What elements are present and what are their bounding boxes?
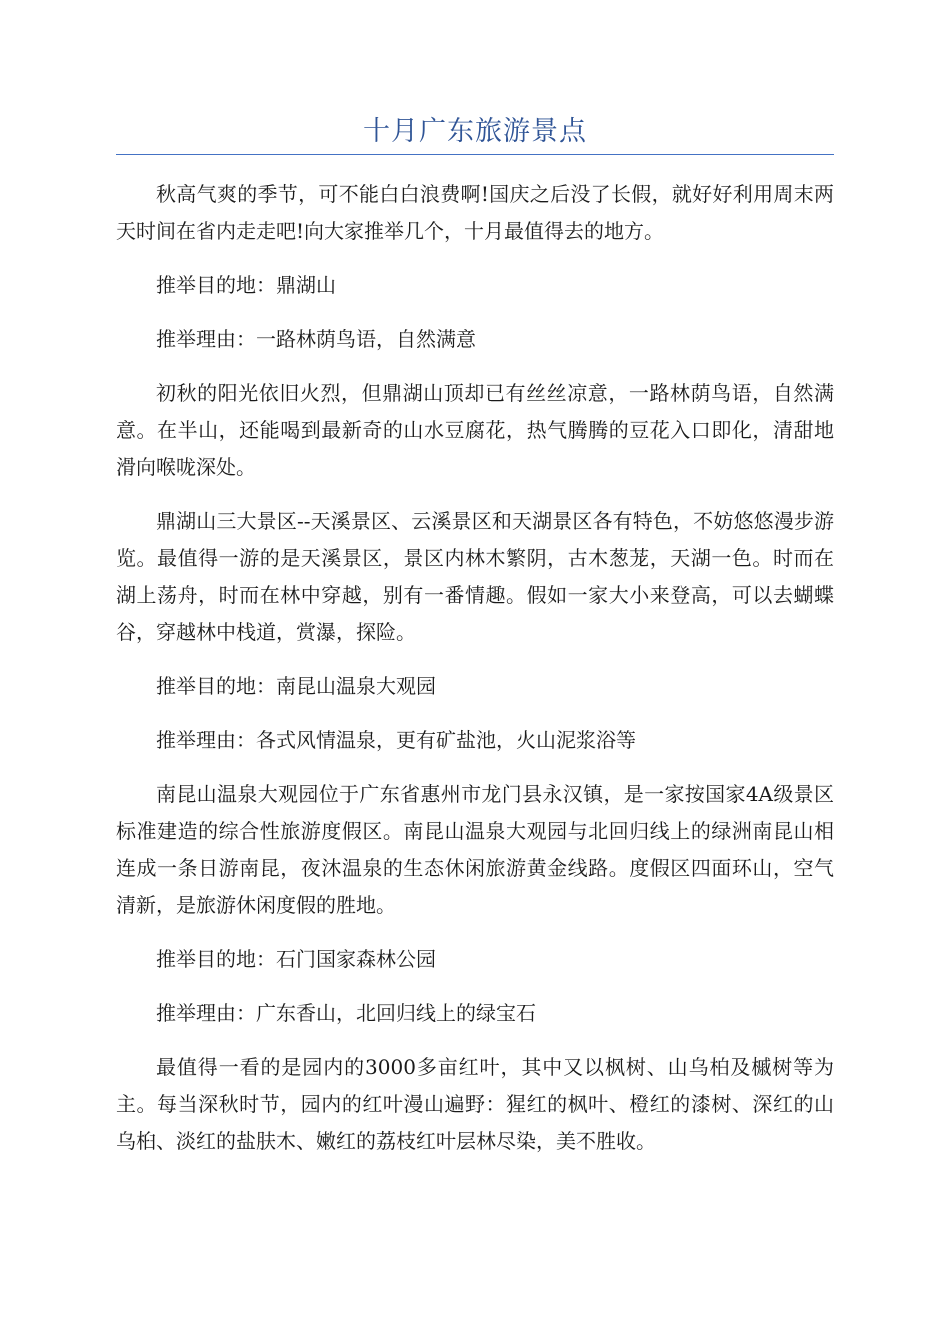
paragraph-reason-shimen: 推举理由：广东香山，北回归线上的绿宝石	[156, 1001, 536, 1025]
paragraph-dinghushan-autumn: 初秋的阳光依旧火烈，但鼎湖山顶却已有丝丝凉意，一路林荫鸟语，自然满意。在半山，还能喝到最新奇的山水豆腐花，热气腾腾的豆花入口即化，清甜地滑向喉咙深处。	[116, 381, 834, 479]
paragraph-shimen-red-leaves: 最值得一看的是园内的3000多亩红叶，其中又以枫树、山乌柏及槭树等为主。每当深秋时节，园内的红叶漫山遍野：猩红的枫叶、橙红的漆树、深红的山乌桕、淡红的盐肤木、嫩红的荔枝红叶层林尽染，美不胜收。	[116, 1055, 834, 1153]
title-underline	[116, 154, 834, 155]
paragraph-dinghushan-scenic-areas: 鼎湖山三大景区--天溪景区、云溪景区和天湖景区各有特色，不妨悠悠漫步游览。最值得一游的是天溪景区，景区内林木繁阴，古木葱茏，天湖一色。时而在湖上荡舟，时而在林中穿越，别有一番情趣。假如一家大小来登高，可以去蝴蝶谷，穿越林中栈道，赏瀑，探险。	[116, 509, 834, 644]
paragraph-reason-dinghushan: 推举理由：一路林荫鸟语，自然满意	[156, 327, 476, 351]
document-title: 十月广东旅游景点	[363, 116, 587, 147]
paragraph-destination-nankunshan: 推举目的地：南昆山温泉大观园	[156, 674, 436, 698]
paragraph-reason-nankunshan: 推举理由：各式风情温泉，更有矿盐池，火山泥浆浴等	[156, 728, 636, 752]
document-body	[116, 176, 834, 1177]
paragraph-destination-dinghushan: 推举目的地：鼎湖山	[156, 273, 336, 297]
paragraph-intro: 秋高气爽的季节，可不能白白浪费啊!国庆之后没了长假，就好好利用周末两天时间在省内走走吧!向大家推举几个，十月最值得去的地方。	[116, 182, 834, 243]
paragraph-destination-shimen: 推举目的地：石门国家森林公园	[156, 947, 436, 971]
paragraph-nankunshan-description: 南昆山温泉大观园位于广东省惠州市龙门县永汉镇，是一家按国家4A级景区标准建造的综合性旅游度假区。南昆山温泉大观园与北回归线上的绿洲南昆山相连成一条日游南昆，夜沐温泉的生态休闲旅游黄金线路。度假区四面环山，空气清新，是旅游休闲度假的胜地。	[116, 782, 834, 917]
